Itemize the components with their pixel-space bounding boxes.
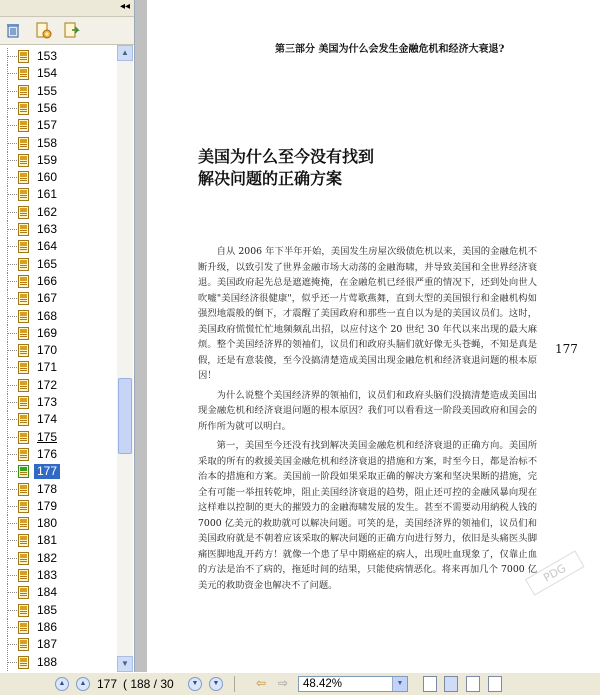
tree-line	[8, 108, 17, 109]
bookmark-label: 163	[37, 222, 58, 236]
navigation-toolbar	[0, 672, 600, 695]
bookmark-icon	[18, 656, 29, 669]
bookmark-item[interactable]	[0, 636, 117, 653]
next-page-icon[interactable]: ▼	[188, 677, 202, 691]
bookmark-item[interactable]	[0, 100, 117, 117]
bookmark-icon	[18, 483, 29, 496]
bookmark-icon	[18, 621, 29, 634]
bookmark-label: 170	[37, 343, 58, 358]
bookmark-item[interactable]	[0, 221, 117, 238]
bookmark-label: 185	[37, 602, 58, 617]
page-total-label: ( 188 / 30	[123, 677, 174, 691]
tree-line	[8, 177, 17, 178]
bookmark-item[interactable]	[0, 654, 117, 671]
bookmark-item[interactable]	[0, 567, 117, 584]
bookmark-icon	[18, 517, 29, 530]
bookmark-item[interactable]	[0, 411, 117, 428]
bookmark-label: 153	[37, 49, 58, 63]
bookmark-icon	[18, 396, 29, 409]
tree-line	[8, 73, 17, 74]
bookmark-icon	[18, 171, 29, 184]
tree-line	[8, 540, 17, 541]
bookmark-item[interactable]	[0, 359, 117, 376]
bookmark-label: 161	[37, 187, 58, 202]
bookmark-icon	[18, 310, 29, 323]
bookmark-icon	[18, 569, 29, 582]
bookmark-item[interactable]	[0, 135, 117, 152]
current-page-field[interactable]: 177	[97, 677, 118, 691]
bookmark-item[interactable]	[0, 394, 117, 411]
tree-line	[8, 558, 17, 559]
back-arrow-icon[interactable]: ⇦	[255, 676, 267, 690]
bookmark-icon	[18, 431, 29, 444]
bookmark-icon	[18, 154, 29, 167]
bookmark-item[interactable]	[0, 602, 117, 619]
chapter-title-line2: 解决问题的正确方案	[198, 169, 343, 188]
tree-line	[8, 143, 17, 144]
tree-line	[8, 350, 17, 351]
bookmark-item[interactable]	[0, 48, 117, 65]
new-bookmark-icon[interactable]	[34, 21, 52, 39]
bookmark-label: 173	[37, 395, 58, 409]
bookmark-item[interactable]	[0, 498, 117, 515]
tree-line	[8, 333, 17, 334]
scroll-up-icon[interactable]: ▲	[117, 45, 133, 61]
bookmark-label: 156	[37, 100, 58, 115]
bookmark-item[interactable]	[0, 550, 117, 567]
export-bookmark-icon[interactable]	[62, 21, 80, 39]
tree-line	[8, 454, 17, 455]
bookmark-item[interactable]	[0, 204, 117, 221]
bookmark-label: 157	[37, 118, 58, 133]
bookmark-item[interactable]	[0, 83, 117, 100]
bookmark-label: 184	[37, 585, 58, 600]
continuous-view-icon[interactable]	[444, 676, 458, 692]
bookmark-label: 183	[37, 568, 58, 582]
bookmark-icon	[18, 638, 29, 651]
bookmark-label: 176	[37, 446, 58, 461]
bookmark-icon	[18, 67, 29, 80]
bookmark-icon	[18, 327, 29, 340]
bookmark-item[interactable]	[0, 342, 117, 359]
tree-line	[8, 437, 17, 438]
tree-line	[8, 506, 17, 507]
tree-line	[8, 419, 17, 420]
bookmark-icon	[18, 465, 29, 478]
bookmark-item[interactable]	[0, 446, 117, 463]
bookmark-item[interactable]	[0, 463, 117, 480]
bookmark-icon	[18, 206, 29, 219]
tree-line	[8, 281, 17, 282]
bookmark-label: 169	[37, 325, 58, 340]
forward-arrow-icon[interactable]: ⇨	[277, 676, 289, 690]
tree-line	[8, 229, 17, 230]
collapse-panel-icon[interactable]: ◂◂	[119, 1, 130, 12]
bookmark-label: 166	[37, 273, 58, 288]
bookmark-label: 155	[37, 83, 58, 98]
bookmark-icon	[18, 379, 29, 392]
panel-collapse-bar	[0, 0, 134, 17]
bookmark-icon	[18, 500, 29, 513]
tree-line	[8, 125, 17, 126]
bookmark-label: 179	[37, 498, 58, 513]
bookmark-icon	[18, 604, 29, 617]
paragraph-3: 第一，美国至今还没有找到解决美国金融危机和经济衰退的正确方向。美国所采取的所有的救援美国金融危机和经济衰退的措施和方案，时至今日，都是治标不治本的措施和方案。美国前一阶段如果采取正确的解决方案和坚决果断的措施，完全有可能一举扭转乾坤，阻止美国经济衰退的趋势，阻止还可控的金融风暴向现在这样难以控制的更大的摧毁力的金融海啸发展的发生。甚至不需要动用納税人钱的 7000 亿美元的救助就可以解决问题。可笑的是，美国经济界的领袖们，议员们和美国政府就是不朝着应该采取的解决问题的正确方向进行努力，依旧是头痛医头脚痛医脚地乱开药方！就像一个患了早中期癌症的病人，出现吐血现象了，仅靠止血的方法是治不了病的，拖延时间的结果，只能使病情恶化。将来再加几个 7000 亿美元的救助资金也解决不了问题。	[198, 440, 537, 591]
tree-line	[8, 298, 17, 299]
bookmark-item[interactable]	[0, 481, 117, 498]
bookmark-item[interactable]	[0, 290, 117, 307]
bookmark-icon	[18, 292, 29, 305]
previous-page-icon[interactable]: ▲	[76, 677, 90, 691]
tree-line	[8, 402, 17, 403]
first-page-icon[interactable]: ▲	[55, 677, 69, 691]
bookmark-tree	[0, 45, 117, 672]
tree-line	[8, 212, 17, 213]
page-number: 177	[555, 342, 578, 356]
watermark: PDG	[525, 550, 600, 641]
bookmark-item[interactable]	[0, 117, 117, 134]
body-text	[198, 244, 537, 597]
chapter-title-line1: 美国为什么至今没有找到	[198, 147, 375, 166]
tree-line	[8, 91, 17, 92]
tree-line	[8, 316, 17, 317]
bookmark-item[interactable]	[0, 65, 117, 82]
last-page-icon[interactable]: ▼	[209, 677, 223, 691]
bookmark-label: 175	[37, 429, 58, 444]
tree-line	[8, 662, 17, 663]
chapter-title	[198, 146, 374, 190]
bookmark-icon	[18, 188, 29, 201]
bookmark-icon	[18, 586, 29, 599]
paragraph-2: 为什么说整个美国经济界的领袖们，议员们和政府头脑们没搞清楚造成美国出现金融危机和经济衰退问题的根本原因？我们可以看看这一阶段美国政府和国会的所作所为就可以明白。	[198, 389, 537, 432]
bookmark-item[interactable]	[0, 377, 117, 394]
bookmark-label: 181	[37, 533, 58, 548]
bookmark-item[interactable]	[0, 584, 117, 601]
separator	[234, 676, 235, 692]
tree-line	[8, 523, 17, 524]
document-view	[135, 0, 600, 672]
bookmark-icon	[18, 223, 29, 236]
scroll-thumb[interactable]	[118, 378, 132, 454]
bookmark-label: 182	[37, 550, 58, 565]
bookmark-icon	[18, 240, 29, 253]
tree-line	[8, 575, 17, 576]
tree-line	[8, 592, 17, 593]
scroll-down-icon[interactable]: ▼	[117, 656, 133, 672]
bookmark-icon	[18, 534, 29, 547]
bookmark-label: 162	[37, 204, 58, 219]
bookmark-label: 165	[37, 256, 58, 271]
tree-line	[8, 56, 17, 57]
bookmark-icon	[18, 448, 29, 461]
bookmark-label: 168	[37, 308, 58, 323]
bookmark-icon	[18, 50, 29, 63]
bookmark-label: 172	[37, 377, 58, 392]
bookmark-item[interactable]	[0, 325, 117, 342]
bookmark-item[interactable]	[0, 619, 117, 636]
bookmark-label: 177	[34, 464, 60, 479]
bookmark-item[interactable]	[0, 152, 117, 169]
bookmark-label: 178	[37, 481, 58, 496]
bookmark-icon	[18, 137, 29, 150]
bookmark-item[interactable]	[0, 532, 117, 549]
tree-line	[8, 489, 17, 490]
bookmark-icon	[18, 119, 29, 132]
paragraph-1: 自从 2006 年下半年开始，美国发生房屋次级债危机以来，美国的金融危机不断升级，以致引发了世界金融市场大动荡的金融海啸，并导致美国和全世界经济衰退。美国政府起先总是遮遮掩掩，在金融危机已经很严重的情况下，还到处向世人吹嘘"美国经济很健康"，似乎还一片莺歌燕舞，直到大型的美国银行和金融机构如强烈地震般的倒下，才震醒了美国政府和那些一直自以为是的美国议员们。这时，美国政府慌慌忙忙地频频乱出招，以应付这个 20 世纪 30 年代以来出现的最大麻烦。整个美国经济界的领袖们，议员们和政府头脑们就好像无头苍蝇，不知是真是假，还是有意装傻，至今没搞清楚造成美国出现金融危机和经济衰退问题的根本原因！	[198, 246, 537, 381]
bookmark-label: 158	[37, 135, 58, 150]
tree-line	[8, 264, 17, 265]
page-indicator[interactable]	[97, 676, 183, 692]
bookmark-label: 154	[37, 66, 58, 81]
bookmark-scrollbar[interactable]	[117, 45, 133, 672]
bookmark-icon	[18, 361, 29, 374]
running-header: 第三部分 美国为什么会发生金融危机和经济大衰退?	[275, 44, 505, 55]
bookmark-label: 171	[37, 360, 58, 375]
bookmark-label: 180	[37, 516, 58, 531]
bookmark-label: 188	[37, 654, 58, 669]
bookmark-panel	[0, 0, 135, 672]
zoom-value: 48.42%	[303, 678, 343, 690]
bookmark-item[interactable]	[0, 256, 117, 273]
pdf-page	[147, 0, 600, 672]
single-page-view-icon[interactable]	[423, 676, 437, 692]
bookmark-icon	[18, 258, 29, 271]
bookmark-toolbar	[0, 17, 134, 45]
bookmark-icon	[18, 344, 29, 357]
bookmark-item[interactable]	[0, 169, 117, 186]
bookmark-icon	[18, 275, 29, 288]
tree-line	[8, 471, 17, 472]
bookmark-label: 167	[37, 291, 58, 306]
bookmark-item[interactable]	[0, 429, 117, 446]
bookmark-label: 164	[37, 239, 58, 254]
bookmark-icon	[18, 413, 29, 426]
bookmark-label: 187	[37, 637, 58, 652]
bookmark-label: 160	[37, 170, 58, 185]
bookmark-icon	[18, 85, 29, 98]
tree-line	[8, 160, 17, 161]
bookmark-item[interactable]	[0, 515, 117, 532]
bookmark-label: 186	[37, 619, 58, 634]
bookmark-item[interactable]	[0, 273, 117, 290]
tree-line	[8, 627, 17, 628]
bookmark-item[interactable]	[0, 186, 117, 203]
bookmark-label: 174	[37, 412, 58, 427]
trash-icon[interactable]	[4, 21, 22, 39]
tree-line	[8, 194, 17, 195]
facing-view-icon[interactable]	[466, 676, 480, 692]
chevron-down-icon[interactable]: ▼	[392, 677, 407, 691]
tree-line	[8, 246, 17, 247]
tree-line	[8, 385, 17, 386]
bookmark-label: 159	[37, 152, 58, 167]
tree-line	[8, 610, 17, 611]
bookmark-icon	[18, 552, 29, 565]
tree-line	[8, 367, 17, 368]
zoom-select[interactable]	[298, 676, 408, 692]
tree-line	[8, 644, 17, 645]
bookmark-icon	[18, 102, 29, 115]
bookmark-item[interactable]	[0, 238, 117, 255]
bookmark-item[interactable]	[0, 308, 117, 325]
continuous-facing-view-icon[interactable]	[488, 676, 502, 692]
